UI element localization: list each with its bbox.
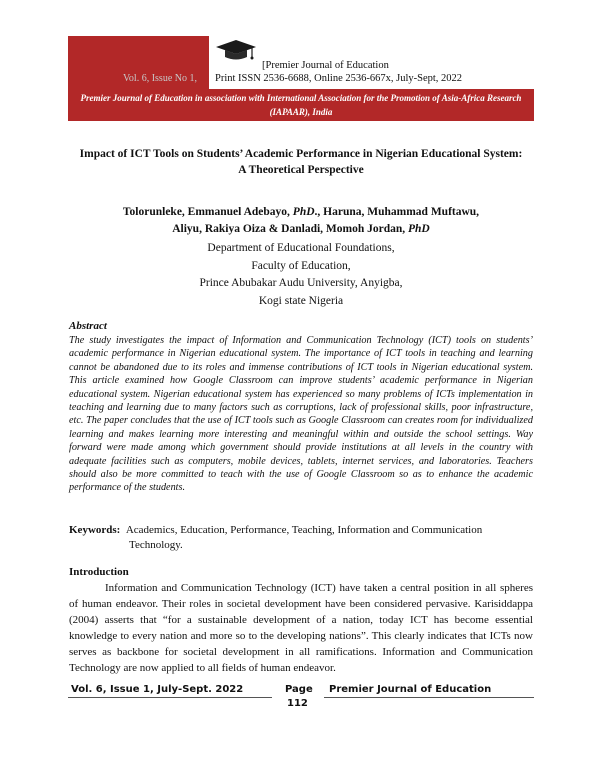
header-issn: Print ISSN 2536-6688, Online 2536-667x, July-Sept, 2022 bbox=[215, 73, 463, 84]
footer-journal: Premier Journal of Education bbox=[329, 684, 492, 695]
affiliation bbox=[70, 240, 532, 310]
article-title bbox=[70, 146, 532, 178]
affiliation-line: Faculty of Education, bbox=[251, 259, 351, 272]
affiliation-line: Department of Educational Foundations, bbox=[207, 242, 395, 254]
abstract-text: The study investigates the impact of Information and Communication Technology (ICT) tools on students’ academic performance in Nigerian educational system. The importance of ICT tools in teaching and learning cannot be abandoned due to its roles and immense contributions of ICT tools in Nigerian educational system. This article examined how Google Classroom can improve students’ academic performance in Nigerian educational system. Nigerian educational system has experienced so many problems of ICTs implementation in teaching and learning due to many factors such as corruptions, lack of professional skills, poor infrastructure, etc. The paper concludes that the use of ICT tools such as Google Classroom can creates room for individualized learning and makes learning more interesting and meaningful within and outside the school settings. Way forward were made among which government should provide institutions at all levels in the country with adequate facilities such as computers, mobile devices, tablets, internet services, and laboratories. Teachers should also be more committed to teach with the use of Google Classroom so as to enhance the academic performance of the students. bbox=[69, 335, 533, 494]
authors bbox=[70, 204, 532, 238]
abstract-heading: Abstract bbox=[69, 320, 107, 332]
header-association-band: Premier Journal of Education in association with International Association for the Promotion of Asia-Africa Research (IAPAAR), India bbox=[68, 89, 534, 121]
footer-page-label: Page bbox=[285, 684, 313, 695]
authors-line-2: Aliyu, Rakiya Oiza & Danladi, Momoh Jordan, PhD bbox=[172, 223, 430, 235]
keywords-list: Academics, Education, Performance, Teaching, Information and Communication Technology. bbox=[125, 524, 483, 551]
keywords bbox=[69, 523, 533, 553]
affiliation-line: Prince Abubakar Audu University, Anyigba, bbox=[199, 277, 403, 289]
footer-page-number: 112 bbox=[287, 698, 308, 709]
title-line-1: Impact of ICT Tools on Students’ Academic Performance in Nigerian Educational System: bbox=[79, 148, 523, 160]
page-footer bbox=[68, 684, 534, 714]
footer-divider-right bbox=[324, 697, 534, 698]
title-line-2: A Theoretical Perspective bbox=[238, 164, 364, 176]
footer-volume: Vol. 6, Issue 1, July-Sept. 2022 bbox=[71, 684, 244, 695]
introduction-heading: Introduction bbox=[69, 566, 129, 578]
introduction-text: Information and Communication Technology (ICT) have taken a central position in all spheres of human endeavor. Their roles in societal development have been considered pervasive. Karisiddappa (2004) asserts that “for a sustainable development of a nation, today ICT has become essential knowledge to every nation and more so to the developing nations”. This clearly indicates that ICTs now serves as backbone for societal development in all ramifications. Information and Communication Technology are now applied to all fields of human endeavor. bbox=[69, 582, 533, 674]
header-journal-name: [Premier Journal of Education bbox=[262, 60, 389, 71]
keywords-label: Keywords: bbox=[69, 524, 121, 536]
authors-line-1: Tolorunleke, Emmanuel Adebayo, PhD., Haruna, Muhammad Muftawu, bbox=[122, 206, 480, 218]
graduation-cap-icon bbox=[214, 38, 258, 62]
affiliation-line: Kogi state Nigeria bbox=[258, 294, 344, 307]
footer-divider-left bbox=[68, 697, 272, 698]
header-volume: Vol. 6, Issue No 1, bbox=[123, 73, 197, 84]
